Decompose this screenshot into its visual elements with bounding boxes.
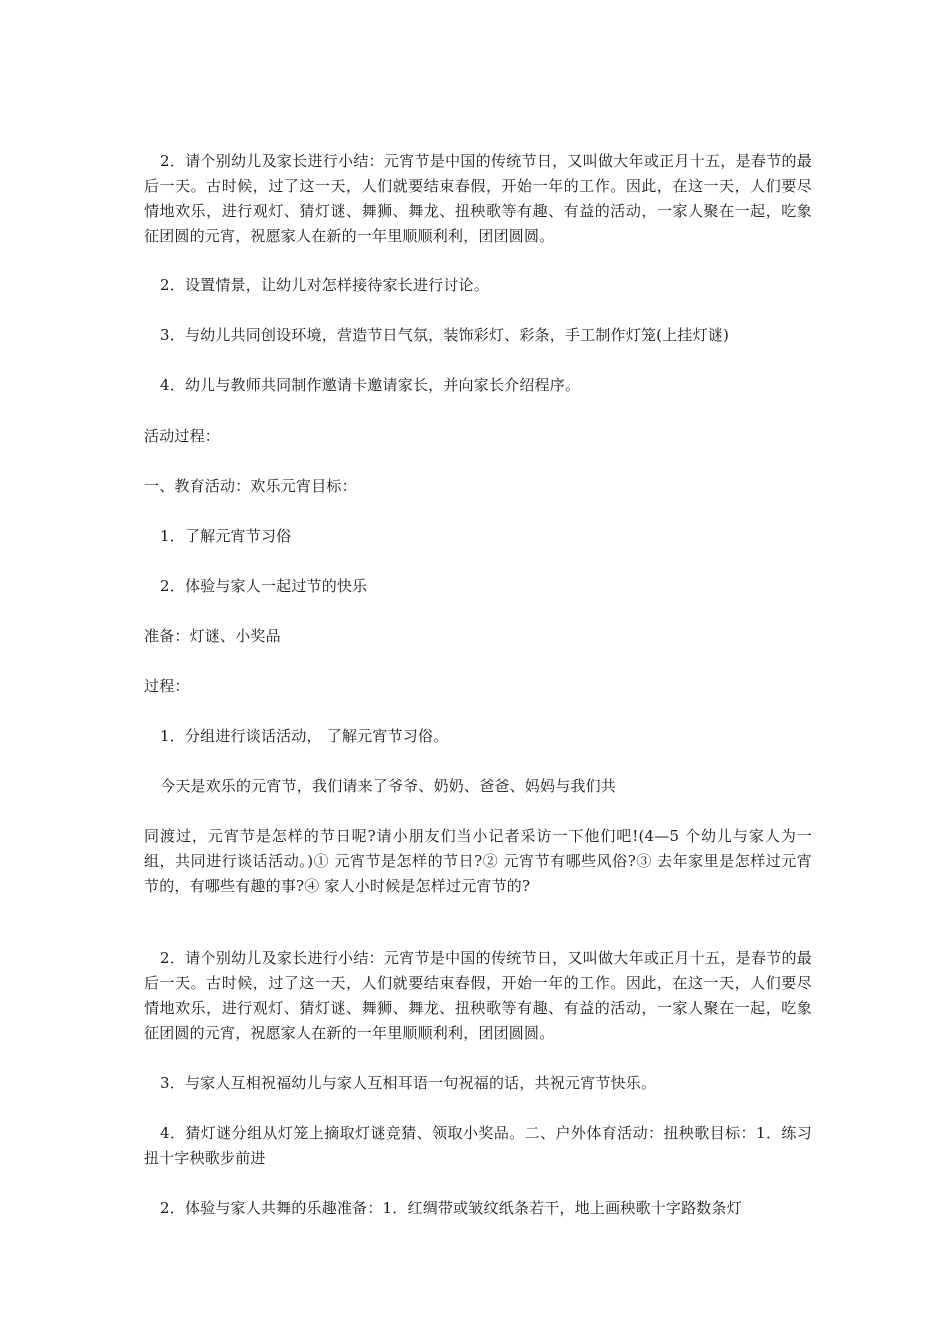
list-item: 4．幼儿与教师共同制作邀请卡邀请家长，并向家长介绍程序。 xyxy=(160,376,581,394)
summary-paragraph: 2．请个别幼儿及家长进行小结：元宵节是中国的传统节日，又叫做大年或正月十五，是春节的最后一天。古时候，过了这一天，人们就要结束春假，开始一年的工作。因此，在这一天，人们要尽情地欢乐，进行观灯、猜灯谜、舞狮、舞龙、扭秧歌等有趣、有益的活动，一家人聚在一起，吃象征团圆的元宵，祝愿家人在新的一年里顺顺利利，团团圆圆。 xyxy=(144,949,812,1042)
list-item: 2．设置情景，让幼儿对怎样接待家长进行讨论。 xyxy=(160,276,489,294)
preparation-line: 准备：灯谜、小奖品 xyxy=(144,627,281,645)
summary-paragraph: 2．请个别幼儿及家长进行小结：元宵节是中国的传统节日，又叫做大年或正月十五，是春节的最后一天。古时候，过了这一天，人们就要结束春假，开始一年的工作。因此，在这一天，人们要尽情地欢乐，进行观灯、猜灯谜、舞狮、舞龙、扭秧歌等有趣、有益的活动，一家人聚在一起，吃象征团圆的元宵，祝愿家人在新的一年里顺顺利利，团团圆圆。 xyxy=(144,152,812,245)
list-item: 3．与家人互相祝福幼儿与家人互相耳语一句祝福的话，共祝元宵节快乐。 xyxy=(160,1074,657,1092)
list-item: 1．了解元宵节习俗 xyxy=(160,527,292,545)
section-heading: 过程： xyxy=(144,677,190,695)
list-item: 3．与幼儿共同创设环境，营造节日气氛，装饰彩灯、彩条，手工制作灯笼(上挂灯谜) xyxy=(160,326,730,344)
list-item: 2．体验与家人共舞的乐趣准备：1．红绸带或皱纹纸条若干，地上画秧歌十字路数条灯 xyxy=(160,1199,742,1217)
section-heading: 活动过程： xyxy=(144,427,221,445)
list-item: 4．猜灯谜分组从灯笼上摘取灯谜竞猜、领取小奖品。二、户外体育活动：扭秧歌目标：1．练习扭十字秧歌步前进 xyxy=(144,1124,812,1167)
body-paragraph: 同渡过，元宵节是怎样的节日呢?请小朋友们当小记者采访一下他们吧!(4—5 个幼儿与家人为一组，共同进行谈话活动。)① 元宵节是怎样的节日?② 元宵节有哪些风俗?③ 去年家里是怎样过元宵节的，有哪些有趣的事?④ 家人小时候是怎样过元宵节的? xyxy=(144,827,812,895)
list-item: 1．分组进行谈话活动， 了解元宵节习俗。 xyxy=(160,727,449,745)
body-paragraph: 今天是欢乐的元宵节，我们请来了爷爷、奶奶、爸爸、妈妈与我们共 xyxy=(160,777,617,795)
list-item: 2．体验与家人一起过节的快乐 xyxy=(160,577,368,595)
section-heading: 一、教育活动：欢乐元宵目标： xyxy=(144,477,357,495)
